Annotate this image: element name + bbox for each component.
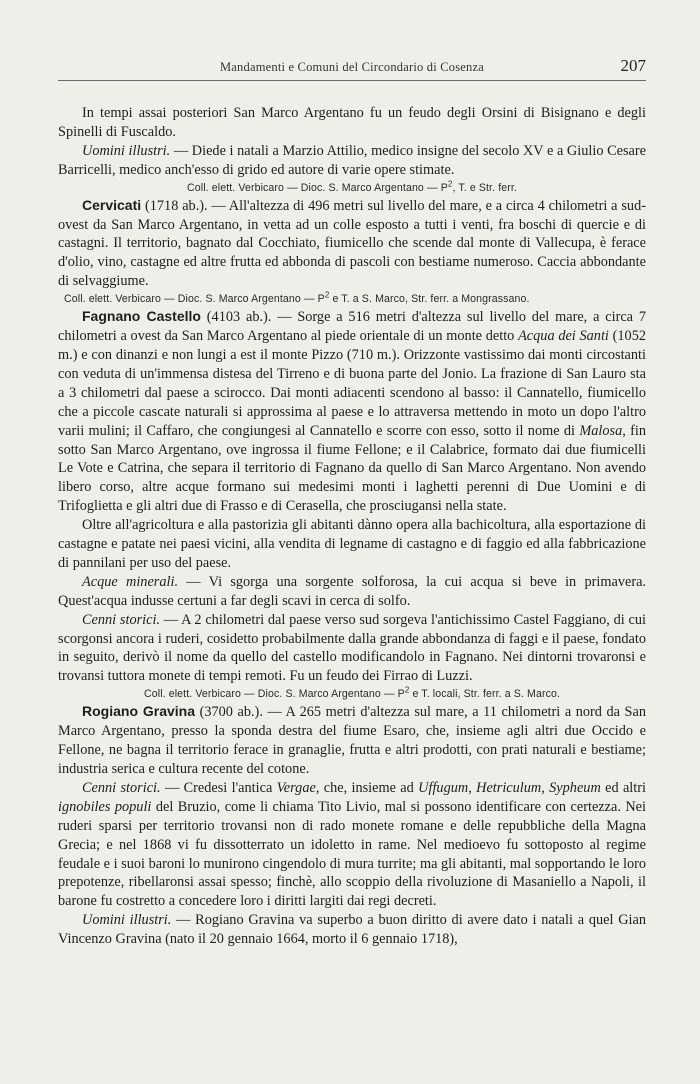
entry-name: Cervicati	[82, 196, 142, 213]
intro-paragraph: In tempi assai posteriori San Marco Argentano fu un feudo degli Orsini di Bisignano e degli Spinelli di Fuscaldo.	[58, 105, 646, 140]
page-body	[58, 104, 646, 949]
fagnano-mineral-paragraph: Acque minerali. — Vi sgorga una sorgente solforosa, la cui acqua si beve in primavera. Quest'acqua indusse certuni a far degli scavi in cerca di solfo.	[58, 573, 647, 609]
references-line: Coll. elett. Verbicaro — Dioc. S. Marco Argentano — $P^2$, T. e Str. ferr.	[187, 179, 517, 194]
page-number: 207	[620, 56, 646, 75]
section-label: Uomini illustri.	[82, 142, 171, 159]
rogiano-illustrious-paragraph: Uomini illustri. — Rogiano Gravina va superbo a buon diritto di avere dato i natali a quel Gian Vincenzo Gravina (nato il 20 gennaio 1664, morto il 6 gennaio 1718),	[58, 912, 646, 948]
rogiano-history-paragraph: Cenni storici. — Credesi l'antica Vergae, che, insieme ad Uffugum, Hetriculum, Sypheum ed altri ignobiles populi del Bruzio, come li chiama Tito Livio, mal si possono identificare con certezza. Nei ruderi sparsi per territorio trovansi non di rado monete romane e delle repubbliche della Magna Grecia; e nel 1868 vi fu dissotterrato un idoletto in rame. Nel medioevo fu sottoposto al regime feudale e i suoi baroni lo munirono cingendolo di mura turrite; ma gli abitanti, mal sopportando le loro prepotenze, ribellaronsi assai spesso; finchè, allo scoppio della rivoluzione di Masaniello a Napoli, il barone fu costretto a concedere loro i diritti largiti dai regi decreti.	[58, 779, 646, 910]
running-header	[58, 54, 646, 81]
header-title: Mandamenti e Comuni del Circondario di Cosenza	[219, 60, 484, 74]
place-name: Acqua dei Santi	[518, 328, 609, 345]
entry-name: Rogiano Gravina	[82, 703, 196, 720]
paragraph-text: — Diede i natali a Marzio Attilio, medico insigne del secolo XV e a Giulio Cesare Barricelli, medico anch'esso di grido ed autore di varie opere stimate.	[58, 142, 646, 178]
section-label: Cenni storici.	[82, 779, 161, 796]
references-line: Coll. elett. Verbicaro — Dioc. S. Marco Argentano — $P^2$ e T. a S. Marco, Str. ferr. a Mongrassano.	[64, 290, 530, 306]
intro-illustrious-paragraph	[58, 142, 646, 180]
entry-cervicati	[58, 196, 646, 292]
entry-name: Fagnano Castello	[82, 308, 201, 325]
fagnano-economy-paragraph: Oltre all'agricoltura e alla pastorizia gli abitanti dànno opera alla bachicoltura, alla esportazione di castagne e patate nei paesi vicini, alla vendita di legname di castagno e di faggio ed alla fabbricazione di pannilani per uso del paese.	[58, 517, 646, 571]
section-label: Acque minerali.	[82, 573, 179, 590]
entry-text: (1718 ab.). — All'altezza di 496 metri sul livello del mare, e a circa 4 chilometri a sud-ovest da San Marco Argentano, in vetta ad un colle esposto a tutti i venti, fra boschi di quercie e di castagni. Il territorio, bagnato dal Cocchiato, fiumicello che scende dal monte di Vallecupa, è ferace d'olio, vino, castagne ed altre frutta ed abbonda di pascoli con bestiame numeroso. Caccia abbondante di selvaggiume.	[58, 197, 646, 290]
place-name: Malosa	[579, 422, 623, 439]
references-line: Coll. elett. Verbicaro — Dioc. S. Marco Argentano — $P^2$ e T. locali, Str. ferr. a S. Marco.	[144, 685, 560, 701]
entry-fagnano: Fagnano Castello (4103 ab.). — Sorge a 516 metri d'altezza sul livello del mare, a circa 7 chilometri a ovest da San Marco Argentano al piede orientale di un monte detto Acqua dei Santi (1052 m.) e con dinanzi e non lungi a est il monte Pizzo (710 m.). Orizzonte vastissimo dai monti circostanti con veduta di un'immensa distesa del Tirreno e di buona parte del Jonio. La frazione di San Lauro sta a 3 chilometri dal paese a scirocco. Dai monti adiacenti scendono al basso: il Cannatello, fiumicello che a piccole cascate naturali si approssima al paese e lo attraversa mettendo in moto un dopo l'altro varii mulini; il Caffaro, che congiungesi al Cannatello e scorre con esso, sotto il nome di Malosa, fin sotto San Marco Argentano, ove ingrossa il fiume Fellone; e il Calabrice, formato dai due fiumicelli Le Vote e Catrina, che separa il territorio di Fagnano da quello di San Marco Argentano. Non avendo libero corso, altre acque formano sui medesimi monti i laghetti perenni di Due Uomini e di Trifoglietta e gli altri due di Frasso e di Cerasella, che prosciugansi nella state.	[58, 308, 647, 515]
fagnano-history-paragraph: Cenni storici. — A 2 chilometri dal paese verso sud sorgeva l'antichissimo Castel Faggiano, di cui scorgonsi ancora i ruderi, cosidetto probabilmente dalla grande abbondanza di faggi e il paese, fondato in seguito, derivò il nome da quello del castello modificandolo in Fagnano. Nei dintorni trovaronsi e trovansi tuttora monete di tempi remoti. Fu un feudo dei Firrao di Luzzi.	[58, 611, 646, 685]
entry-rogiano: Rogiano Gravina (3700 ab.). — A 265 metri d'altezza sul mare, a 11 chilometri a nord da San Marco Argentano, presso la sponda destra del fiume Esaro, che, insieme agli altri due Occido e Fellone, ne bagna il territorio ferace in granaglie, frutta e altri prodotti, con prati naturali e bestiame; industria serica e cultura recente del cotone.	[58, 703, 646, 777]
section-label: Uomini illustri.	[82, 912, 172, 929]
section-label: Cenni storici.	[82, 611, 161, 628]
